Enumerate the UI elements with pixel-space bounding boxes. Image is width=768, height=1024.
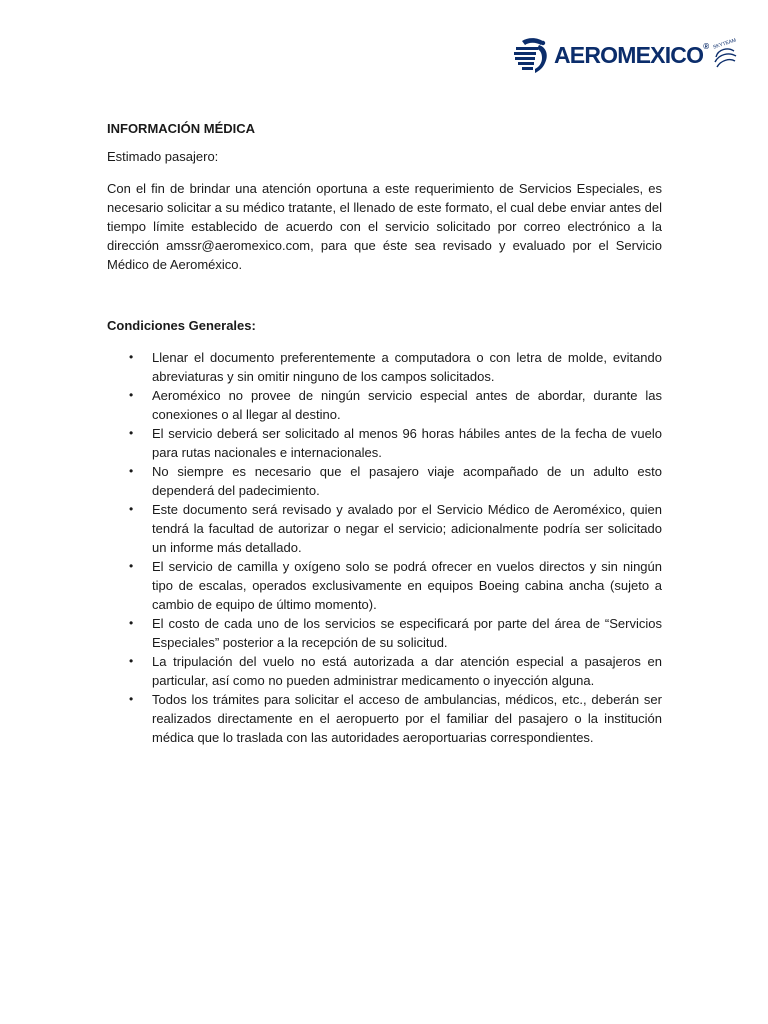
list-item-text: El servicio de camilla y oxígeno solo se podrá ofrecer en vuelos directos y sin ningún tipo de escalas, operados exclusivamente en equipos Boeing cabina ancha (sujeto a cambio de equipo de último momento).: [152, 559, 662, 612]
list-item: [107, 614, 662, 652]
list-item-text: La tripulación del vuelo no está autorizada a dar atención especial a pasajeros en particular, así como no pueden administrar medicamento o inyección alguna.: [152, 654, 662, 688]
bullet-icon: •: [129, 502, 134, 516]
bullet-icon: •: [129, 388, 134, 402]
bullet-icon: •: [129, 350, 134, 364]
bullet-icon: •: [129, 464, 134, 478]
list-item-text: Aeroméxico no provee de ningún servicio especial antes de abordar, durante las conexiones o al llegar al destino.: [152, 388, 662, 422]
list-item-text: El costo de cada uno de los servicios se especificará por parte del área de “Servicios Especiales” posterior a la recepción de su solicitud.: [152, 616, 662, 650]
skyteam-label: SKYTEAM: [712, 37, 738, 51]
list-item-text: Llenar el documento preferentemente a computadora o con letra de molde, evitando abreviaturas y sin omitir ninguno de los campos solicitados.: [152, 350, 662, 384]
conditions-title: Condiciones Generales:: [107, 318, 256, 333]
list-item: [107, 424, 662, 462]
list-item-text: Todos los trámites para solicitar el acceso de ambulancias, médicos, etc., deberán ser realizados directamente en el aeropuerto por el familiar del pasajero o la institución médica que lo traslada con las autoridades aeroportuarias correspondientes.: [152, 692, 662, 745]
document-heading: INFORMACIÓN MÉDICA: [107, 121, 256, 136]
bullet-icon: •: [129, 616, 134, 630]
list-item: [107, 462, 662, 500]
greeting: Estimado pasajero:: [107, 149, 219, 164]
list-item-text: No siempre es necesario que el pasajero viaje acompañado de un adulto esto dependerá del padecimiento.: [152, 464, 662, 498]
conditions-list: [107, 348, 662, 747]
bullet-icon: •: [129, 692, 134, 706]
bullet-icon: •: [129, 426, 134, 440]
skyteam-icon: [710, 35, 740, 75]
aeromexico-logo: [508, 30, 738, 80]
list-item: [107, 348, 662, 386]
brand-wordmark: AEROMEXICO®: [554, 41, 709, 68]
list-item-text: El servicio deberá ser solicitado al menos 96 horas hábiles antes de la fecha de vuelo para rutas nacionales e internacionales.: [152, 426, 662, 460]
document-body: [107, 119, 662, 747]
aeromexico-eagle-knight-icon: [508, 33, 552, 77]
bullet-icon: •: [129, 559, 134, 573]
list-item: [107, 652, 662, 690]
intro-paragraph: Con el fin de brindar una atención oportuna a este requerimiento de Servicios Especiales, es necesario solicitar a su médico tratante, el llenado de este formato, el cual debe enviar antes del tiempo límite establecido de acuerdo con el servicio solicitado por correo electrónico a la dirección amssr@aeromexico.com, para que éste sea revisado y evaluado por el Servicio Médico de Aeroméxico.: [107, 181, 662, 272]
list-item: [107, 386, 662, 424]
list-item: [107, 557, 662, 614]
list-item-text: Este documento será revisado y avalado por el Servicio Médico de Aeroméxico, quien tendrá la facultad de autorizar o negar el servicio; adicionalmente podría ser solicitado un informe más detallado.: [152, 502, 662, 555]
list-item: [107, 500, 662, 557]
list-item: [107, 690, 662, 747]
bullet-icon: •: [129, 654, 134, 668]
